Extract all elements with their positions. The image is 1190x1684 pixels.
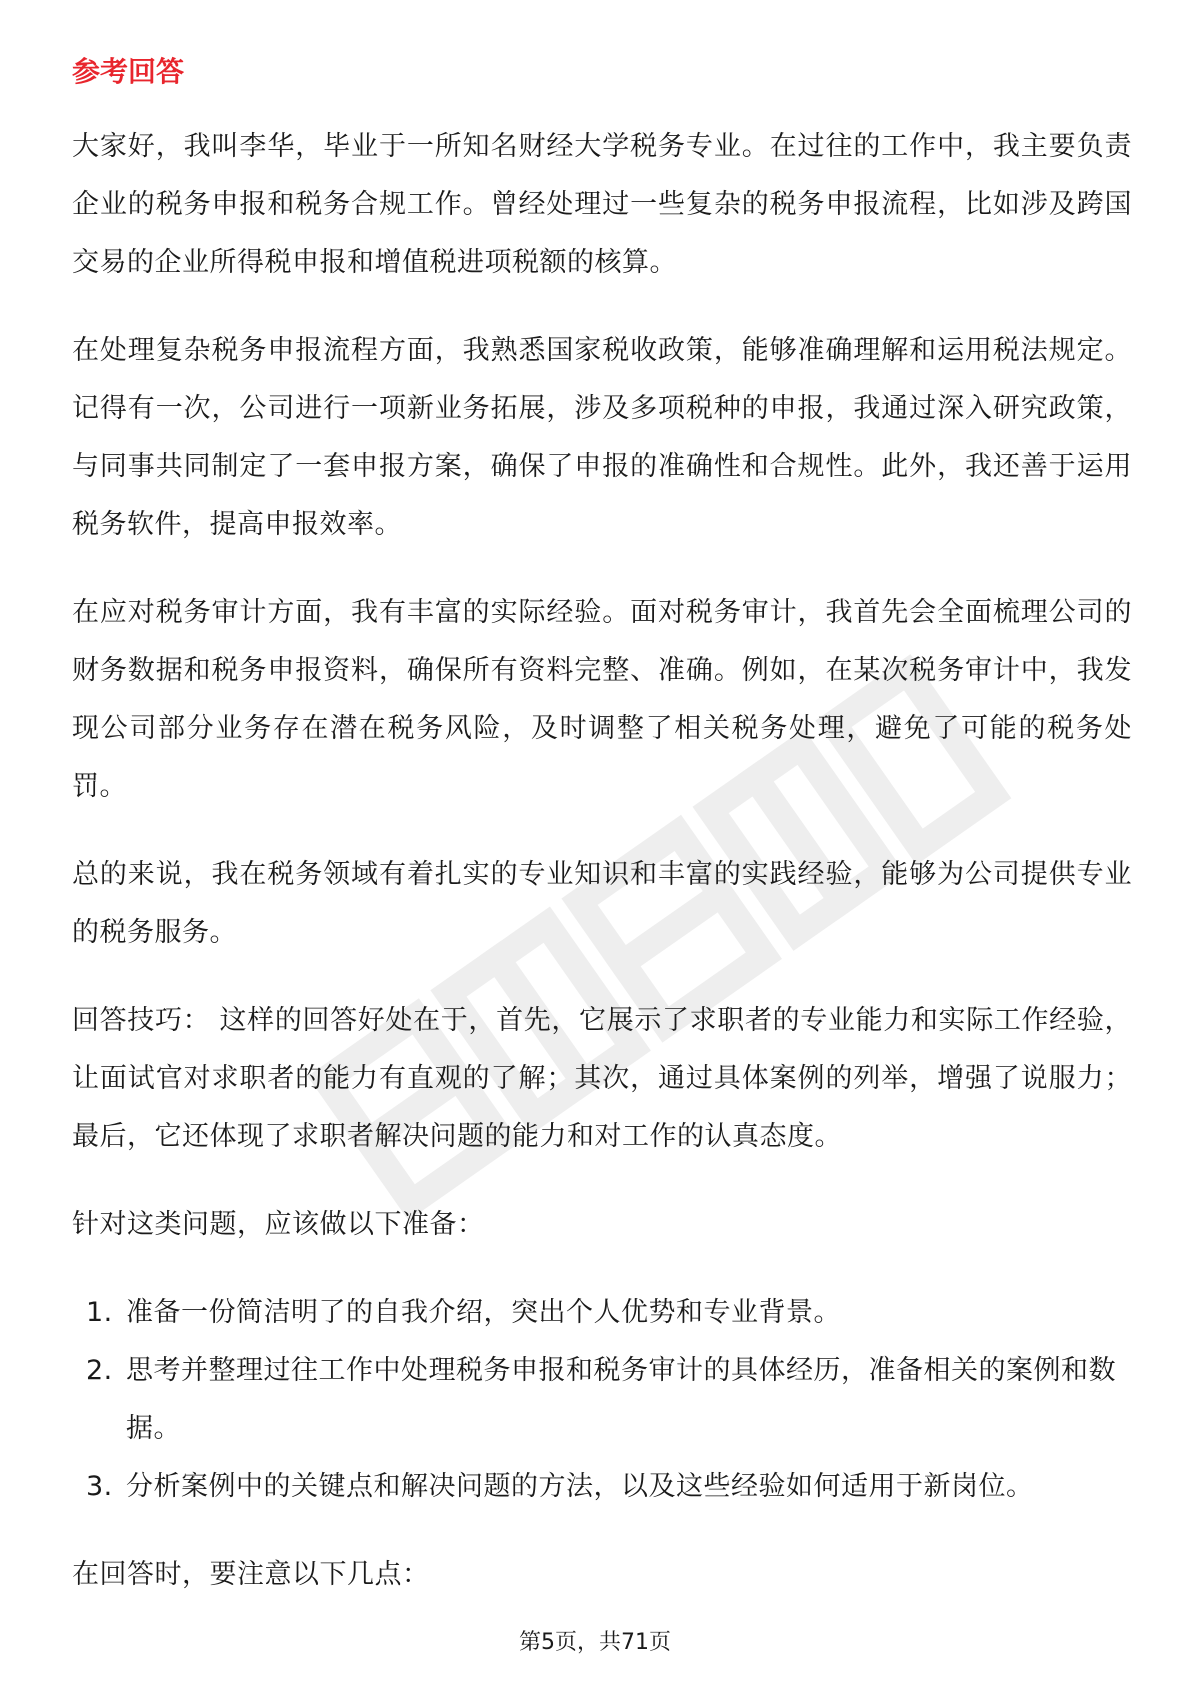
list-item <box>72 1342 1132 1458</box>
list-item <box>72 1284 1132 1342</box>
preparation-list <box>72 1284 1132 1516</box>
list-item <box>72 1458 1132 1516</box>
list-number: 2. <box>86 1355 113 1386</box>
paragraph-intro: 大家好，我叫李华，毕业于一所知名财经大学税务专业。在过往的工作中，我主要负责企业的税务申报和税务合规工作。曾经处理过一些复杂的税务申报流程，比如涉及跨国交易的企业所得税申报和增值税进项税额的核算。 <box>72 131 1132 278</box>
page-footer: 第5页，共71页 <box>519 1630 671 1655</box>
paragraph-tax-audit: 在应对税务审计方面，我有丰富的实际经验。面对税务审计，我首先会全面梳理公司的财务数据和税务申报资料，确保所有资料完整、准确。例如，在某次税务审计中，我发现公司部分业务存在潜在税务风险，及时调整了相关税务处理，避免了可能的税务处罚。 <box>72 597 1132 802</box>
paragraph-answer-tips: 回答技巧： 这样的回答好处在于，首先，它展示了求职者的专业能力和实际工作经验，让面试官对求职者的能力有直观的了解；其次，通过具体案例的列举，增强了说服力；最后，它还体现了求职者解决问题的能力和对工作的认真态度。 <box>72 1005 1132 1152</box>
paragraph-tax-filing: 在处理复杂税务申报流程方面，我熟悉国家税收政策，能够准确理解和运用税法规定。记得有一次，公司进行一项新业务拓展，涉及多项税种的申报，我通过深入研究政策，与同事共同制定了一套申报方案，确保了申报的准确性和合规性。此外，我还善于运用税务软件，提高申报效率。 <box>72 335 1132 540</box>
list-item-text: 准备一份简洁明了的自我介绍，突出个人优势和专业背景。 <box>126 1297 841 1328</box>
list-item-text: 思考并整理过往工作中处理税务申报和税务审计的具体经历，准备相关的案例和数据。 <box>126 1355 1116 1444</box>
list-number: 1. <box>86 1297 113 1328</box>
paragraph-closing: 在回答时，要注意以下几点： <box>72 1559 430 1590</box>
paragraph-preparation-intro: 针对这类问题，应该做以下准备： <box>72 1209 485 1240</box>
section-heading: 参考回答 <box>72 55 185 88</box>
list-item-text: 分析案例中的关键点和解决问题的方法，以及这些经验如何适用于新岗位。 <box>126 1471 1034 1502</box>
paragraph-summary: 总的来说，我在税务领域有着扎实的专业知识和丰富的实践经验，能够为公司提供专业的税务服务。 <box>72 859 1132 948</box>
main-content <box>72 48 1132 1634</box>
list-number: 3. <box>86 1471 113 1502</box>
